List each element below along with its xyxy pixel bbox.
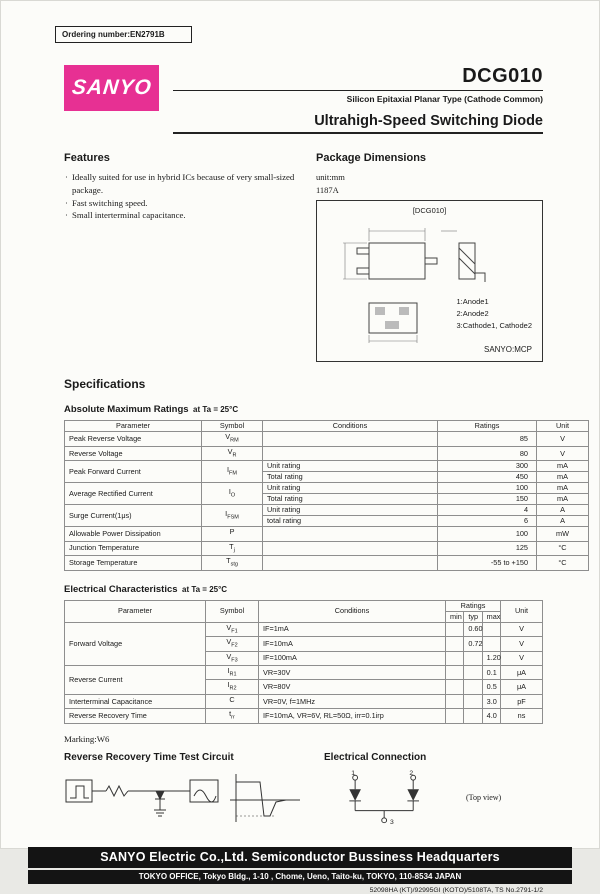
header-conditions: Conditions [263,421,438,432]
rating-cell: 300 [438,461,537,472]
symbol-cell: $t_{rr}$ [206,709,259,723]
conditions-cell: VR=0V, f=1MHz [259,694,446,708]
abs-max-heading-main: Absolute Maximum Ratings [64,404,189,416]
table-row [65,665,543,679]
min-cell [446,622,464,636]
conditions-cell: IF=10mA [259,637,446,651]
parameter-cell: Reverse Current [65,665,206,694]
table-row [65,556,589,570]
connection-pin-1: 1 [351,769,356,777]
typ-cell: 0.60 [464,622,482,636]
rating-cell: 150 [438,494,537,505]
header-max: max [482,611,500,622]
pin-label: 3:Cathode1, Cathode2 [456,320,532,330]
symbol-cell: $T_j$ [202,541,263,555]
max-cell [482,637,500,651]
header-unit: Unit [537,421,589,432]
table-header-row [65,421,589,432]
header-parameter: Parameter [65,600,206,622]
package-code: 1187A [316,185,339,196]
conditions-cell: IF=1mA [259,622,446,636]
package-drawing-box [316,200,543,362]
unit-cell: V [501,622,543,636]
unit-cell: ns [501,709,543,723]
rating-cell: 85 [438,432,537,446]
footer-company-bar: SANYO Electric Co.,Ltd. Semiconductor Bussiness Headquarters [28,847,572,868]
rating-cell: 100 [438,527,537,541]
features-heading: Features [64,152,110,164]
feature-item: · Ideally suited for use in hybrid ICs because of very small-sized package. [64,171,302,197]
package-dimensions-heading: Package Dimensions [316,152,427,164]
part-number: DCG010 [462,65,543,87]
conditions-cell: IF=10mA, VR=6V, RL=50Ω, irr=0.1irp [259,709,446,723]
header-symbol: Symbol [202,421,263,432]
unit-cell: A [537,516,589,527]
parameter-cell: Junction Temperature [65,541,202,555]
max-cell: 1.20 [482,651,500,665]
abs-max-heading [64,399,543,417]
header-ratings: Ratings [446,600,501,611]
test-circuit-diagram [64,768,302,830]
symbol-cell: $V_{F2}$ [206,637,259,651]
connection-wrap [324,768,543,828]
unit-cell: V [501,651,543,665]
header-rule [173,90,543,91]
conditions-cell: Total rating [263,472,438,483]
feature-item: · Fast switching speed. [64,197,302,210]
conditions-cell: IF=100mA [259,651,446,665]
device-type-line: Silicon Epitaxial Planar Type (Cathode Common) [346,94,543,104]
symbol-cell: $I_{R2}$ [206,680,259,694]
parameter-cell: Average Rectified Current [65,483,202,505]
abs-max-table [64,420,589,570]
header-conditions: Conditions [259,600,446,622]
header [64,65,543,134]
symbol-cell: $I_{FSM}$ [202,505,263,527]
symbol-cell: $T_{stg}$ [202,556,263,570]
connection-pin-3: 3 [389,818,394,826]
header-right [173,65,543,134]
unit-cell: A [537,505,589,516]
unit-cell: V [537,432,589,446]
symbol-cell: $V_{F3}$ [206,651,259,665]
ordering-number-label: Ordering number:EN2791B [62,30,165,39]
package-name: SANYO:MCP [483,345,532,355]
typ-cell [464,680,482,694]
conditions-cell: Unit rating [263,483,438,494]
unit-cell: mA [537,472,589,483]
elec-char-heading-main: Electrical Characteristics [64,583,178,595]
elec-char-table [64,600,543,724]
typ-cell [464,651,482,665]
parameter-cell: Allowable Power Dissipation [65,527,202,541]
table-row [65,694,543,708]
rating-cell: 100 [438,483,537,494]
header-typ: typ [464,611,482,622]
sanyo-logo-text: SANYO [70,76,153,99]
symbol-cell: $V_R$ [202,446,263,460]
pin-label: 1:Anode1 [456,297,489,307]
top-view-label: (Top view) [466,793,502,803]
document-title: Ultrahigh-Speed Switching Diode [173,113,543,134]
connection-pin-2: 2 [409,769,414,777]
specifications-heading: Specifications [64,377,146,392]
header-ratings: Ratings [438,421,537,432]
test-circuit-section [64,752,310,835]
abs-max-heading-condition: at Ta = 25°C [193,405,239,415]
sanyo-logo [64,65,159,111]
elec-char-heading-condition: at Ta = 25°C [182,584,228,594]
parameter-cell: Storage Temperature [65,556,202,570]
conditions-cell: VR=80V [259,680,446,694]
features-section [64,152,302,362]
typ-cell [464,665,482,679]
marking-label: Marking:W6 [64,733,110,744]
unit-cell: pF [501,694,543,708]
table-row [65,432,589,446]
rating-cell: 450 [438,472,537,483]
header-unit: Unit [501,600,543,622]
header-symbol: Symbol [206,600,259,622]
rating-cell: -55 to +150 [438,556,537,570]
min-cell [446,637,464,651]
unit-cell: mA [537,483,589,494]
electrical-connection-diagram [324,768,454,828]
conditions-cell: Unit rating [263,505,438,516]
unit-cell: mA [537,494,589,505]
rating-cell: 80 [438,446,537,460]
header-parameter: Parameter [65,421,202,432]
min-cell [446,665,464,679]
conditions-cell [263,446,438,460]
rating-cell: 4 [438,505,537,516]
conditions-cell: Unit rating [263,461,438,472]
header-min: min [446,611,464,622]
parameter-cell: Peak Reverse Voltage [65,432,202,446]
parameter-cell: Reverse Recovery Time [65,709,206,723]
unit-cell: μA [501,665,543,679]
features-list [64,171,302,222]
unit-cell: V [537,446,589,460]
pin-labels [457,296,532,331]
conditions-cell: total rating [263,516,438,527]
rating-cell: 125 [438,541,537,555]
conditions-cell [263,432,438,446]
conditions-cell [263,527,438,541]
unit-cell: °C [537,556,589,570]
max-cell: 0.5 [482,680,500,694]
table-row [65,461,589,472]
features-package-columns [64,152,543,362]
symbol-cell: $I_{FM}$ [202,461,263,483]
unit-cell: V [501,637,543,651]
min-cell [446,709,464,723]
table-row [65,622,543,636]
unit-cell: °C [537,541,589,555]
parameter-cell: Interterminal Capacitance [65,694,206,708]
table-row [65,483,589,494]
test-circuit-heading: Reverse Recovery Time Test Circuit [64,751,234,763]
symbol-cell: $I_{R1}$ [206,665,259,679]
symbol-cell: $V_{F1}$ [206,622,259,636]
table-row [65,709,543,723]
typ-cell [464,694,482,708]
elec-char-heading [64,579,543,597]
table-row [65,446,589,460]
table-header-row [65,600,543,611]
footer-address-bar: TOKYO OFFICE, Tokyo Bldg., 1-10 , Chome, Ueno, Taito-ku, TOKYO, 110-8534 JAPAN [28,870,572,884]
package-unit-label: unit:mm [316,172,345,182]
symbol-cell: C [206,694,259,708]
max-cell [482,622,500,636]
symbol-cell: P [202,527,263,541]
pin-label: 2:Anode2 [456,309,489,319]
electrical-connection-heading: Electrical Connection [324,751,427,763]
max-cell: 0.1 [482,665,500,679]
rating-cell: 6 [438,516,537,527]
parameter-cell: Reverse Voltage [65,446,202,460]
footer [28,847,572,884]
electrical-connection-section [324,752,543,835]
unit-cell: mA [537,461,589,472]
parameter-cell: Peak Forward Current [65,461,202,483]
table-row [65,505,589,516]
package-dimensions-section [316,152,543,362]
conditions-cell: VR=30V [259,665,446,679]
feature-item: · Small interterminal capacitance. [64,209,302,222]
max-cell: 4.0 [482,709,500,723]
typ-cell: 0.72 [464,637,482,651]
bottom-diagrams [64,752,543,835]
table-row [65,541,589,555]
conditions-cell [263,556,438,570]
symbol-cell: $I_O$ [202,483,263,505]
min-cell [446,680,464,694]
parameter-cell: Surge Current(1μs) [65,505,202,527]
ordering-number-box [55,26,192,43]
conditions-cell: Total rating [263,494,438,505]
package-drawing-label: [DCG010] [412,206,447,216]
parameter-cell: Forward Voltage [65,622,206,665]
doc-code: 52098HA (KT)/92995GI (KOTO)/5108TA, TS No.2791-1/2 [369,886,543,894]
unit-cell: mW [537,527,589,541]
symbol-cell: $V_{RM}$ [202,432,263,446]
min-cell [446,694,464,708]
table-row [65,527,589,541]
typ-cell [464,709,482,723]
unit-cell: μA [501,680,543,694]
conditions-cell [263,541,438,555]
min-cell [446,651,464,665]
max-cell: 3.0 [482,694,500,708]
